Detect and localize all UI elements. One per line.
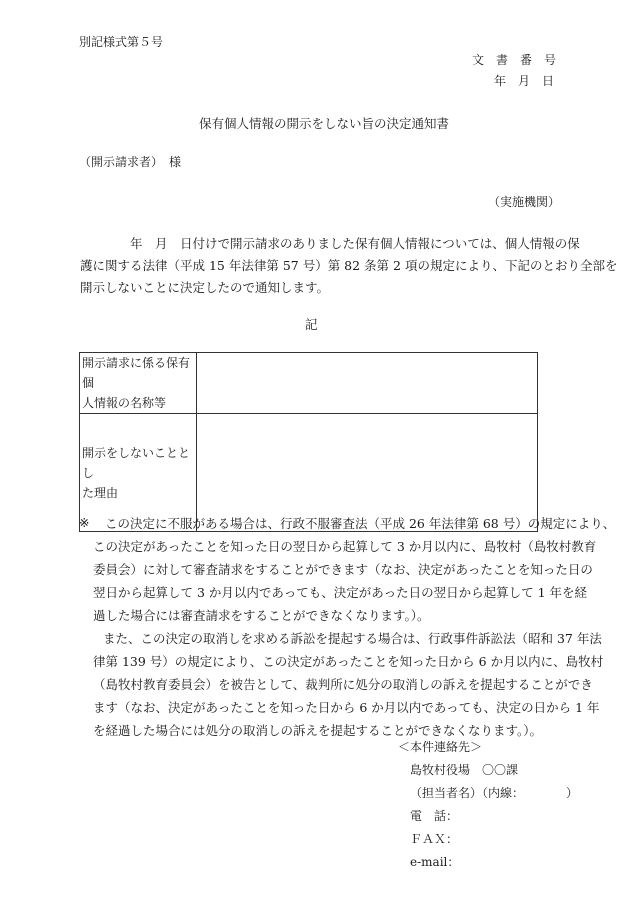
- note-line: を経過した場合には処分の取消しの訴えを提起することができなくなります。）。: [93, 723, 543, 738]
- table-value-cell: [197, 353, 538, 414]
- note-line: 過した場合には審査請求をすることができなくなります。）。: [93, 608, 430, 623]
- ki-heading: 記: [305, 317, 318, 332]
- table-label-line: 開示請求に係る保有個: [82, 356, 191, 390]
- note-line: また、この決定の取消しを求める訴訟を提起する場合は、行政事件訴訟法（昭和 37 年法: [103, 631, 602, 646]
- contact-email: e-mail：: [410, 855, 460, 869]
- contact-office: 島牧村役場 〇〇課: [410, 763, 519, 777]
- note-line: 律第 139 号）の規定により、この決定があったことを知った日から 6 か月以内に、島牧村: [93, 654, 604, 669]
- table-label-cell: [80, 353, 197, 414]
- recipient-line: （開示請求者） 様: [79, 155, 182, 169]
- table-label-line: 開示をしないこととし: [82, 445, 191, 480]
- body-line: 護に関する法律（平成 15 年法律第 57 号）第 82 条第 2 項の規定により、下記のとおり全部を: [80, 258, 618, 273]
- contact-heading: ＜本件連絡先＞: [398, 740, 483, 754]
- disclosure-table: [79, 352, 538, 532]
- agency-line: （実施機関）: [488, 195, 561, 209]
- note-mark: ※: [79, 515, 90, 530]
- body-line: 開示しないことに決定したので通知します。: [80, 280, 330, 295]
- appeal-note: [79, 512, 616, 742]
- body-line: 年 月 日付けで開示請求のありました保有個人情報については、個人情報の保: [80, 236, 580, 251]
- table-row: [80, 353, 538, 414]
- contact-person: （担当者名）（内線： ）: [410, 786, 579, 800]
- note-line: ます（なお、決定があったことを知った日から 6 か月以内であっても、決定の日から 1 年: [93, 700, 600, 715]
- form-label: 別記様式第５号: [79, 35, 164, 49]
- document-title: 保有個人情報の開示をしない旨の決定通知書: [199, 116, 450, 131]
- date-line: 年 月 日: [494, 74, 555, 88]
- note-line: 翌日から起算して 3 か月以内であっても、決定があった日の翌日から起算して 1 年を経: [93, 585, 588, 600]
- table-label-line: 人情報の名称等: [82, 396, 167, 410]
- note-line: （島牧村教育委員会）を被告として、裁判所に処分の取消しの訴えを提起することができ: [93, 677, 593, 692]
- document-number-label: 文 書 番 号: [472, 53, 557, 67]
- contact-block: [398, 736, 578, 874]
- table-label-line: た理由: [82, 485, 119, 500]
- contact-fax: ＦＡＸ：: [410, 832, 459, 846]
- contact-tel: 電 話：: [410, 809, 459, 823]
- note-line: この決定に不服がある場合は、行政不服審査法（平成 26 年法律第 68 号）の規定により、: [105, 516, 616, 531]
- note-line: この決定があったことを知った日の翌日から起算して 3 か月以内に、島牧村（島牧村教育: [93, 539, 597, 554]
- note-line: 委員会）に対して審査請求をすることができます（なお、決定があったことを知った日の: [93, 562, 593, 577]
- body-paragraph: [80, 233, 618, 299]
